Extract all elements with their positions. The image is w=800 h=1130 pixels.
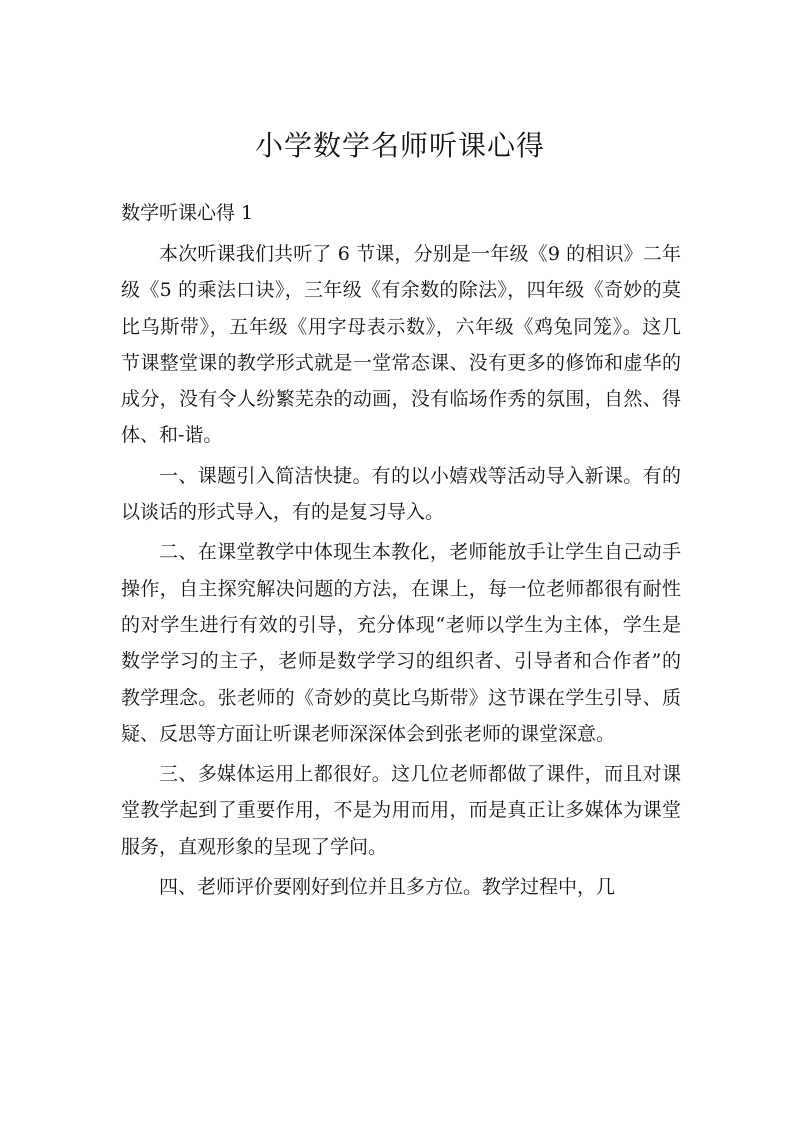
- paragraph-intro: 本次听课我们共听了 6 节课，分别是一年级《9 的相识》二年级《5 的乘法口诀》，三年级《有余数的除法》，四年级《奇妙的莫比乌斯带》，五年级《用字母表示数》，六年级《鸡兔同笼》。这几节课整堂课的教学形式就是一堂常态课、没有更多的修饰和虚华的成分，没有令人纷繁芜杂的动画，没有临场作秀的氛围，自然、得体、和-谐。: [121, 243, 681, 447]
- paragraph-point-3: 三、多媒体运用上都很好。这几位老师都做了课件，而且对课堂教学起到了重要作用，不是为用而用，而是真正让多媒体为课堂服务，直观形象的呈现了学问。: [121, 763, 681, 858]
- section-heading: 数学听课心得 1: [121, 202, 254, 224]
- paragraph-point-4: 四、老师评价要刚好到位并且多方位。教学过程中，几: [159, 876, 616, 899]
- document-body: [121, 236, 681, 909]
- document-title: 小学数学名师听课心得: [254, 129, 545, 162]
- paragraph-point-2: 二、在课堂教学中体现生本教化，老师能放手让学生自己动手操作，自主探究解决问题的方法，在课上，每一位老师都很有耐性的对学生进行有效的引导，充分体现“老师以学生为主体，学生是数学学习的主子，老师是数学学习的组织者、引导者和合作者”的教学理念。张老师的《奇妙的莫比乌斯带》这节课在学生引导、质疑、反思等方面让听课老师深深体会到张老师的课堂深意。: [121, 541, 681, 745]
- paragraph-point-1: 一、课题引入简洁快捷。有的以小嬉戏等活动导入新课。有的以谈话的形式导入，有的是复习导入。: [121, 464, 681, 524]
